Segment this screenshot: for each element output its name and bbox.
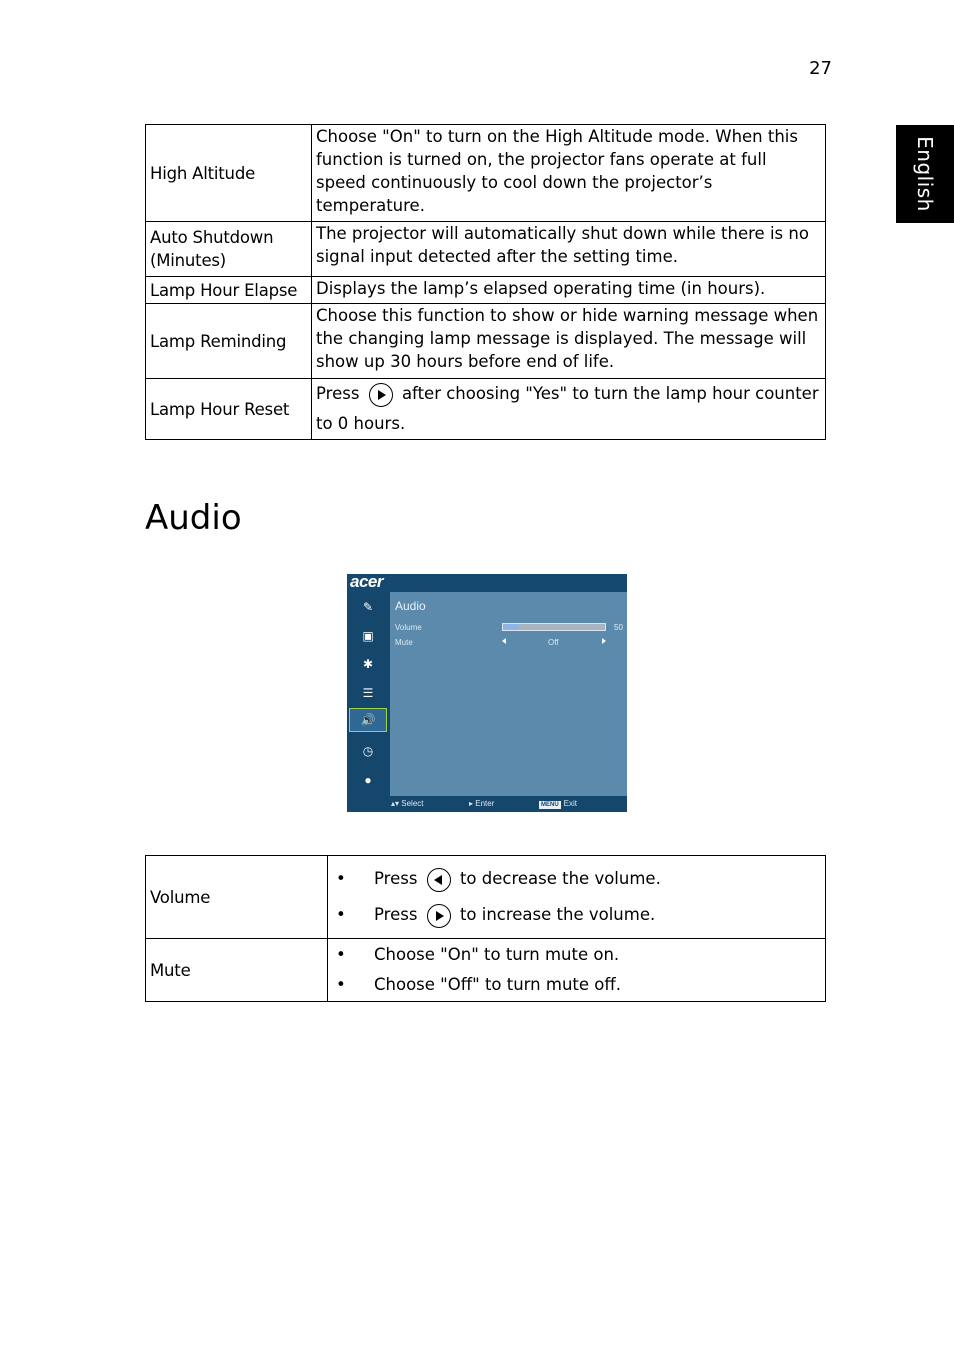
audio-table bbox=[145, 855, 826, 1002]
row-label: Lamp Reminding bbox=[146, 304, 312, 379]
row-label: Auto Shutdown (Minutes) bbox=[146, 222, 312, 277]
row-label: High Altitude bbox=[146, 125, 312, 222]
audio-icon[interactable]: 🔊 bbox=[349, 708, 387, 732]
row-description: Choose "On" to turn on the High Altitude mode. When this function is turned on, the projector fans operate at full speed continuously to cool down the projector’s temperature. bbox=[312, 125, 826, 222]
osd-screenshot bbox=[347, 574, 627, 812]
osd-header bbox=[347, 574, 627, 592]
settings-table bbox=[145, 124, 826, 440]
left-arrow-button-icon bbox=[427, 868, 451, 892]
osd-mute-label: Mute bbox=[395, 638, 413, 647]
item-text-after: to decrease the volume. bbox=[459, 869, 661, 888]
management-icon[interactable]: ☰ bbox=[362, 686, 374, 700]
item-text-after: to increase the volume. bbox=[459, 905, 656, 924]
osd-footer-select-label: Select bbox=[401, 799, 424, 808]
list-item bbox=[332, 861, 821, 897]
right-arrow-button-icon bbox=[369, 383, 393, 407]
osd-heading: Audio bbox=[395, 599, 426, 613]
osd-volume-value: 50 bbox=[614, 623, 623, 632]
enter-arrow-icon: ▸ bbox=[469, 799, 474, 808]
item-text-before: Press bbox=[374, 869, 418, 888]
row-description bbox=[328, 939, 826, 1002]
section-title: Audio bbox=[145, 498, 242, 538]
language-tab-label: English bbox=[913, 136, 937, 212]
osd-right-arrow-icon[interactable] bbox=[602, 638, 606, 644]
osd-left-arrow-icon[interactable] bbox=[502, 638, 506, 644]
item-text-before: Press bbox=[374, 905, 418, 924]
menu-key-badge: MENU bbox=[541, 802, 559, 808]
table-row bbox=[146, 856, 826, 939]
osd-sidebar bbox=[347, 592, 390, 796]
table-row bbox=[146, 222, 826, 277]
list-item: • Choose "Off" to turn mute off. bbox=[332, 970, 821, 1000]
table-row bbox=[146, 379, 826, 440]
timer-icon[interactable]: ◷ bbox=[362, 744, 374, 758]
right-arrow-button-icon bbox=[427, 904, 451, 928]
desc-text-after: after choosing "Yes" to turn the lamp hour counter to 0 hours. bbox=[316, 384, 819, 433]
osd-volume-fill bbox=[503, 624, 519, 630]
row-description: Displays the lamp’s elapsed operating time (in hours). bbox=[312, 277, 826, 304]
language-tab bbox=[896, 125, 954, 223]
osd-footer-exit-label: Exit bbox=[563, 799, 578, 808]
list-item bbox=[332, 897, 821, 933]
list-item: • Choose "On" to turn mute on. bbox=[332, 940, 821, 970]
osd-mute-value: Off bbox=[548, 638, 559, 647]
table-row bbox=[146, 277, 826, 304]
osd-volume-label: Volume bbox=[395, 623, 422, 632]
table-row bbox=[146, 125, 826, 222]
row-description: The projector will automatically shut down while there is no signal input detected after the setting time. bbox=[312, 222, 826, 277]
row-description bbox=[312, 379, 826, 440]
table-row bbox=[146, 939, 826, 1002]
osd-footer bbox=[347, 796, 627, 812]
table-row bbox=[146, 304, 826, 379]
desc-text-before: Press bbox=[316, 384, 360, 403]
up-down-arrows-icon: ▴▾ bbox=[391, 799, 400, 808]
osd-footer-select bbox=[391, 799, 424, 808]
osd-footer-exit bbox=[539, 799, 577, 809]
row-label: Lamp Hour Elapse bbox=[146, 277, 312, 304]
page-number: 27 bbox=[809, 58, 832, 79]
row-description bbox=[328, 856, 826, 939]
settings-icon[interactable]: ✱ bbox=[362, 657, 374, 671]
row-label: Mute bbox=[146, 939, 328, 1002]
osd-footer-enter bbox=[469, 799, 494, 808]
language-icon[interactable]: ● bbox=[364, 773, 372, 787]
osd-footer-enter-label: Enter bbox=[475, 799, 495, 808]
acer-logo: acer bbox=[350, 574, 383, 591]
osd-volume-slider[interactable] bbox=[502, 623, 606, 631]
row-label: Volume bbox=[146, 856, 328, 939]
image-icon[interactable]: ▣ bbox=[362, 629, 374, 643]
row-label: Lamp Hour Reset bbox=[146, 379, 312, 440]
row-description: Choose this function to show or hide warning message when the changing lamp message is displayed. The message will show up 30 hours before end of life. bbox=[312, 304, 826, 379]
color-icon[interactable]: ✎ bbox=[362, 600, 374, 614]
